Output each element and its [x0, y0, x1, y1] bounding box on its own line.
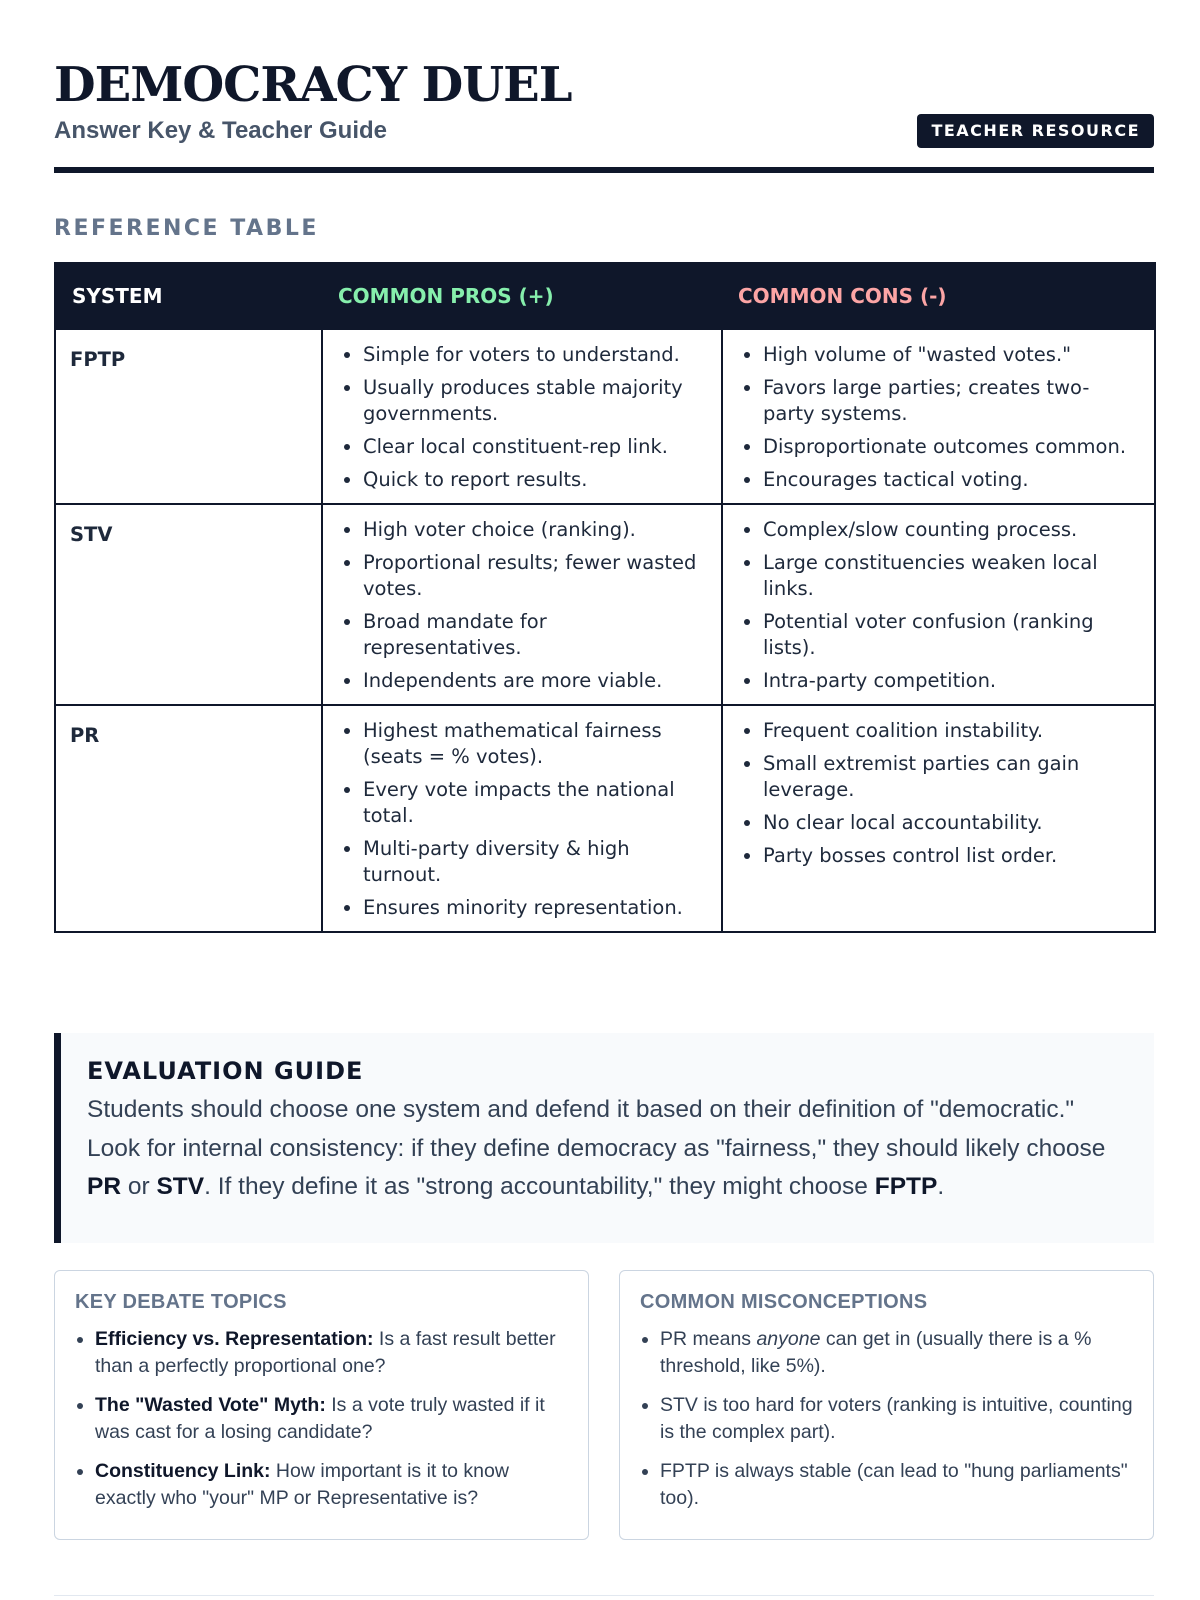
- pros-item: • Broad mandate for representatives.: [363, 609, 707, 661]
- table-row: [55, 329, 1155, 504]
- common-misconceptions-title: COMMON MISCONCEPTIONS: [640, 1291, 928, 1313]
- cons-item: • Complex/slow counting process.: [763, 517, 1140, 543]
- table-header-row: [55, 263, 1155, 329]
- debate-topic-item: [95, 1458, 568, 1512]
- misconception-text: PR means: [660, 1328, 757, 1350]
- reference-table: [54, 262, 1156, 933]
- system-name: STV: [55, 504, 322, 705]
- key-debate-topics-card: [54, 1270, 589, 1540]
- cons-item: • Intra-party competition.: [763, 668, 1140, 694]
- header-cons: COMMON CONS (-): [722, 263, 1155, 329]
- cons-cell: [722, 329, 1155, 504]
- header-system: SYSTEM: [55, 263, 322, 329]
- misconception-item: [660, 1326, 1133, 1380]
- cons-cell: [722, 504, 1155, 705]
- key-debate-topics-title: KEY DEBATE TOPICS: [75, 1291, 287, 1313]
- cons-cell: [722, 705, 1155, 932]
- guide-text-part: or: [121, 1173, 157, 1200]
- table-row: [55, 705, 1155, 932]
- debate-topic-text: How important is it to know exactly who "your" MP or Representative is?: [95, 1460, 509, 1509]
- pros-item: • Ensures minority representation.: [363, 895, 707, 921]
- guide-text-part: . If they define it as "strong accountability," they might choose: [204, 1173, 875, 1200]
- debate-topic-text: Is a fast result better than a perfectly proportional one?: [95, 1328, 556, 1377]
- pros-cell: [322, 504, 722, 705]
- cons-item: • Encourages tactical voting.: [763, 467, 1140, 493]
- system-name: PR: [55, 705, 322, 932]
- header-divider: [54, 167, 1154, 173]
- guide-text-part: Students should choose one system and defend it based on their definition of "democratic." Look for internal consistency: if they define democracy as "fairness," they should likely choose: [87, 1096, 1106, 1162]
- page-title: DEMOCRACY DUEL: [54, 57, 572, 113]
- common-misconceptions-card: [619, 1270, 1154, 1540]
- misconception-item: • STV is too hard for voters (ranking is intuitive, counting is the complex part).: [660, 1392, 1133, 1446]
- debate-topic-lead: Constituency Link:: [95, 1460, 271, 1482]
- pros-item: • Clear local constituent-rep link.: [363, 434, 707, 460]
- pros-item: • Simple for voters to understand.: [363, 342, 707, 368]
- pros-item: • Proportional results; fewer wasted votes.: [363, 550, 707, 602]
- pros-item: • Quick to report results.: [363, 467, 707, 493]
- cons-item: • Favors large parties; creates two-party systems.: [763, 375, 1140, 427]
- pros-item: • Multi-party diversity & high turnout.: [363, 836, 707, 888]
- misconception-emphasis: anyone: [756, 1328, 821, 1350]
- cons-item: • Disproportionate outcomes common.: [763, 434, 1140, 460]
- guide-emphasis: PR: [87, 1173, 122, 1200]
- debate-topic-lead: Efficiency vs. Representation:: [95, 1328, 374, 1350]
- pros-item: • Usually produces stable majority governments.: [363, 375, 707, 427]
- teacher-resource-badge: TEACHER RESOURCE: [917, 114, 1154, 148]
- cons-item: • No clear local accountability.: [763, 810, 1140, 836]
- debate-topic-lead: The "Wasted Vote" Myth:: [95, 1394, 326, 1416]
- reference-table-label: REFERENCE TABLE: [54, 216, 319, 241]
- misconception-item: • FPTP is always stable (can lead to "hung parliaments" too).: [660, 1458, 1133, 1512]
- pros-item: • Every vote impacts the national total.: [363, 777, 707, 829]
- page-subtitle: Answer Key & Teacher Guide: [54, 117, 387, 144]
- footer-divider: [54, 1595, 1154, 1596]
- cons-item: • Party bosses control list order.: [763, 843, 1140, 869]
- cons-item: • Potential voter confusion (ranking lists).: [763, 609, 1140, 661]
- misconception-text: can get in (usually there is a % threshold, like 5%).: [660, 1328, 1092, 1377]
- guide-emphasis: STV: [156, 1173, 205, 1200]
- cons-item: • Large constituencies weaken local links.: [763, 550, 1140, 602]
- system-name: FPTP: [55, 329, 322, 504]
- guide-text-part: .: [937, 1173, 945, 1200]
- table-row: [55, 504, 1155, 705]
- evaluation-guide-text: [87, 1091, 1128, 1207]
- evaluation-guide-title: EVALUATION GUIDE: [87, 1057, 364, 1085]
- pros-item: • Highest mathematical fairness (seats = % votes).: [363, 718, 707, 770]
- cons-item: • Frequent coalition instability.: [763, 718, 1140, 744]
- cons-item: • High volume of "wasted votes.": [763, 342, 1140, 368]
- debate-topic-item: [95, 1326, 568, 1380]
- pros-item: • Independents are more viable.: [363, 668, 707, 694]
- debate-topic-item: [95, 1392, 568, 1446]
- debate-topic-text: Is a vote truly wasted if it was cast for a losing candidate?: [95, 1394, 545, 1443]
- pros-cell: [322, 329, 722, 504]
- cons-item: • Small extremist parties can gain leverage.: [763, 751, 1140, 803]
- pros-item: • High voter choice (ranking).: [363, 517, 707, 543]
- pros-cell: [322, 705, 722, 932]
- evaluation-guide: [54, 1033, 1154, 1243]
- guide-emphasis: FPTP: [874, 1173, 938, 1200]
- header-pros: COMMON PROS (+): [322, 263, 722, 329]
